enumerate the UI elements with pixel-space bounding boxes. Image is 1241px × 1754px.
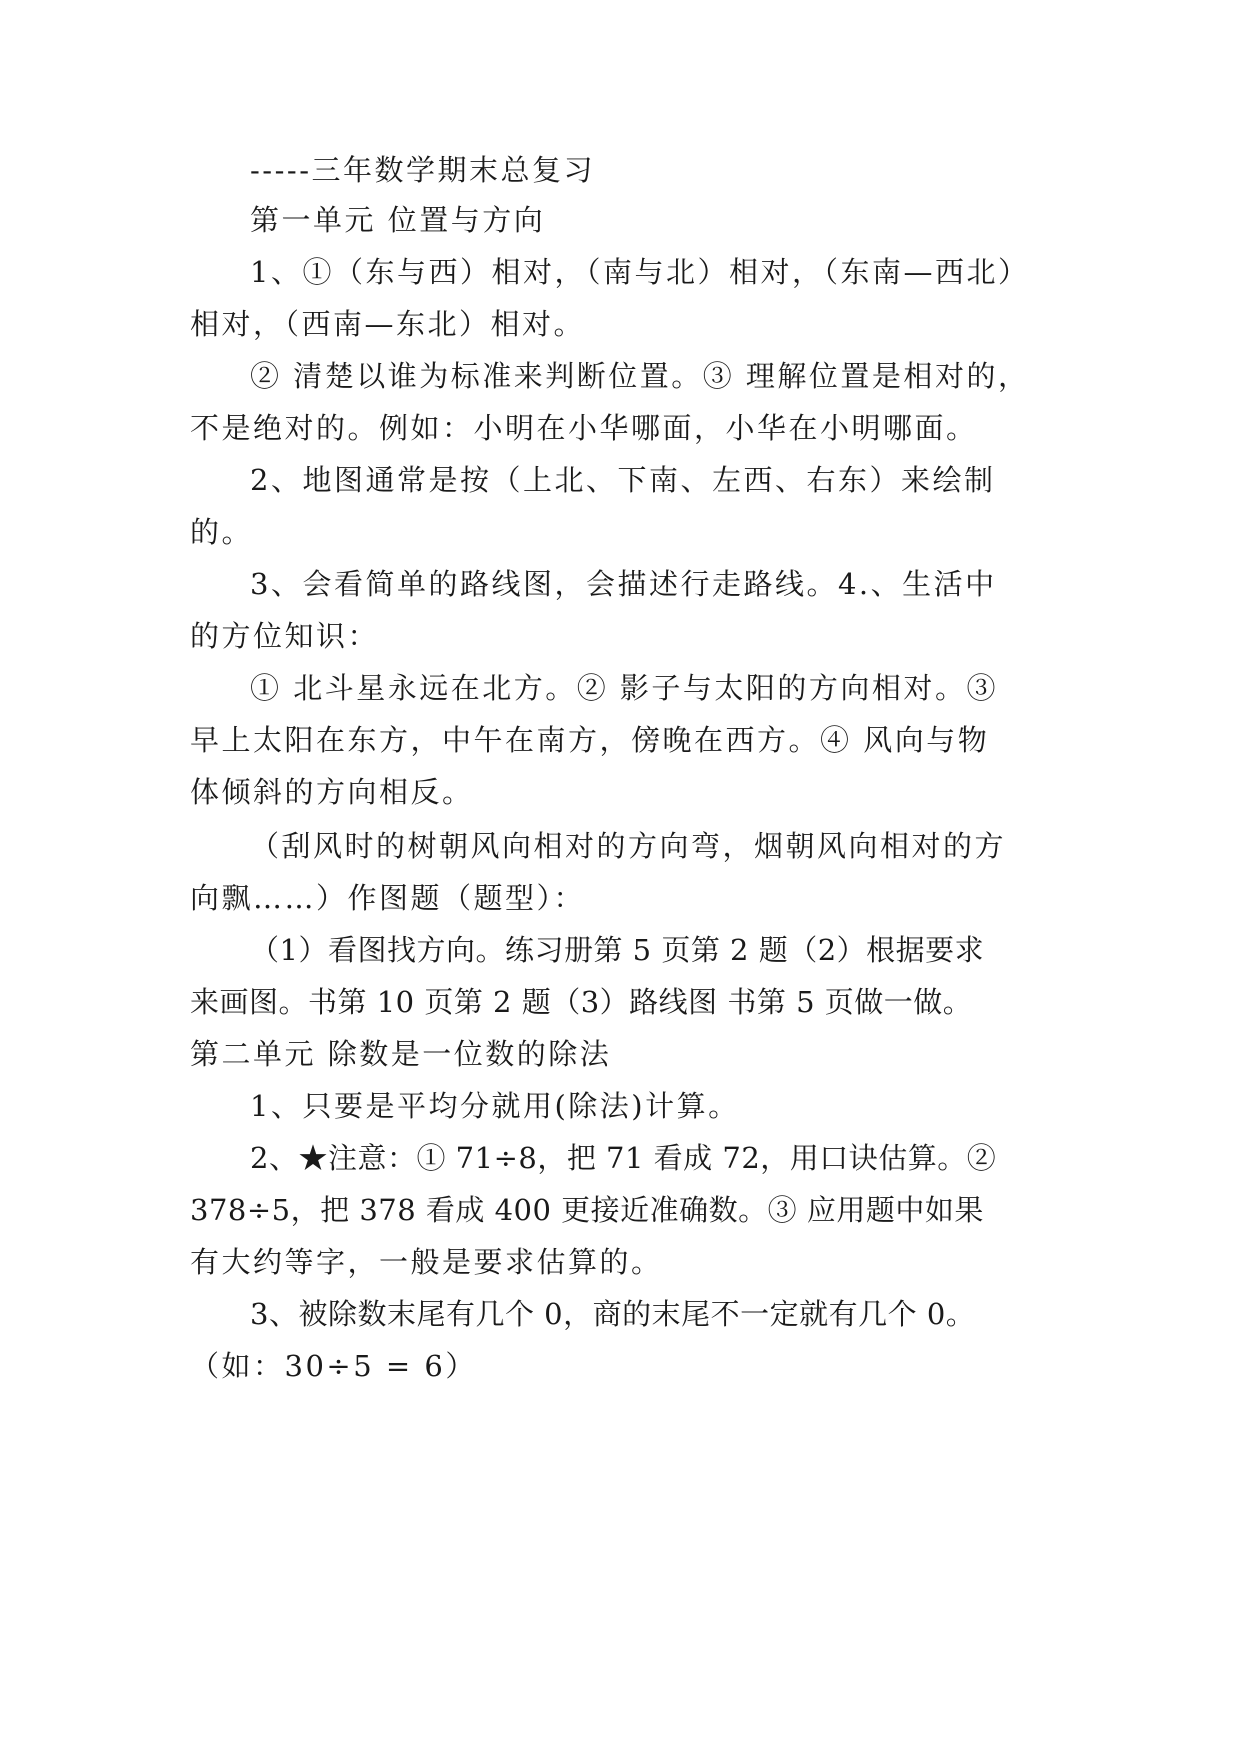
text-line: 1、只要是平均分就用(除法)计算。 <box>250 1089 740 1123</box>
text-line: （1）看图找方向。练习册第 5 页第 2 题（2）根据要求 <box>250 933 985 967</box>
unit-two-heading: 第二单元 除数是一位数的除法 <box>190 1037 612 1071</box>
text-line: 2、★注意：① 71÷8，把 71 看成 72，用口诀估算。② <box>250 1141 997 1175</box>
text-line: 1、①（东与西）相对，（南与北）相对，（东南—西北） <box>250 255 1030 289</box>
text-line: 378÷5，把 378 看成 400 更接近准确数。③ 应用题中如果 <box>190 1193 984 1227</box>
text-line: 向飘……）作图题（题型）： <box>190 881 586 915</box>
text-line: 不是绝对的。例如：小明在小华哪面，小华在小明哪面。 <box>190 411 978 445</box>
text-line: ② 清楚以谁为标准来判断位置。③ 理解位置是相对的， <box>250 359 1030 393</box>
text-line: 的方位知识： <box>190 619 380 653</box>
text-line: 有大约等字，一般是要求估算的。 <box>190 1245 663 1279</box>
text-line: 的。 <box>190 515 254 549</box>
text-line: ① 北斗星永远在北方。② 影子与太阳的方向相对。③ <box>250 671 998 705</box>
document-title: -----三年数学期末总复习 <box>250 153 595 187</box>
text-line: 3、会看简单的路线图，会描述行走路线。4.、生活中 <box>250 567 997 601</box>
text-line: 早上太阳在东方，中午在南方，傍晚在西方。④ 风向与物 <box>190 723 990 757</box>
text-line: 相对，（西南—东北）相对。 <box>190 307 586 341</box>
unit-one-heading: 第一单元 位置与方向 <box>250 203 546 237</box>
text-line: （如：30÷5 = 6） <box>190 1349 477 1383</box>
text-line: （刮风时的树朝风向相对的方向弯，烟朝风向相对的方 <box>250 829 1007 863</box>
text-line: 体倾斜的方向相反。 <box>190 775 474 809</box>
text-line: 来画图。书第 10 页第 2 题（3）路线图 书第 5 页做一做。 <box>190 985 973 1019</box>
text-line: 2、地图通常是按（上北、下南、左西、右东）来绘制 <box>250 463 996 497</box>
text-line: 3、被除数末尾有几个 0，商的末尾不一定就有几个 0。 <box>250 1297 976 1331</box>
